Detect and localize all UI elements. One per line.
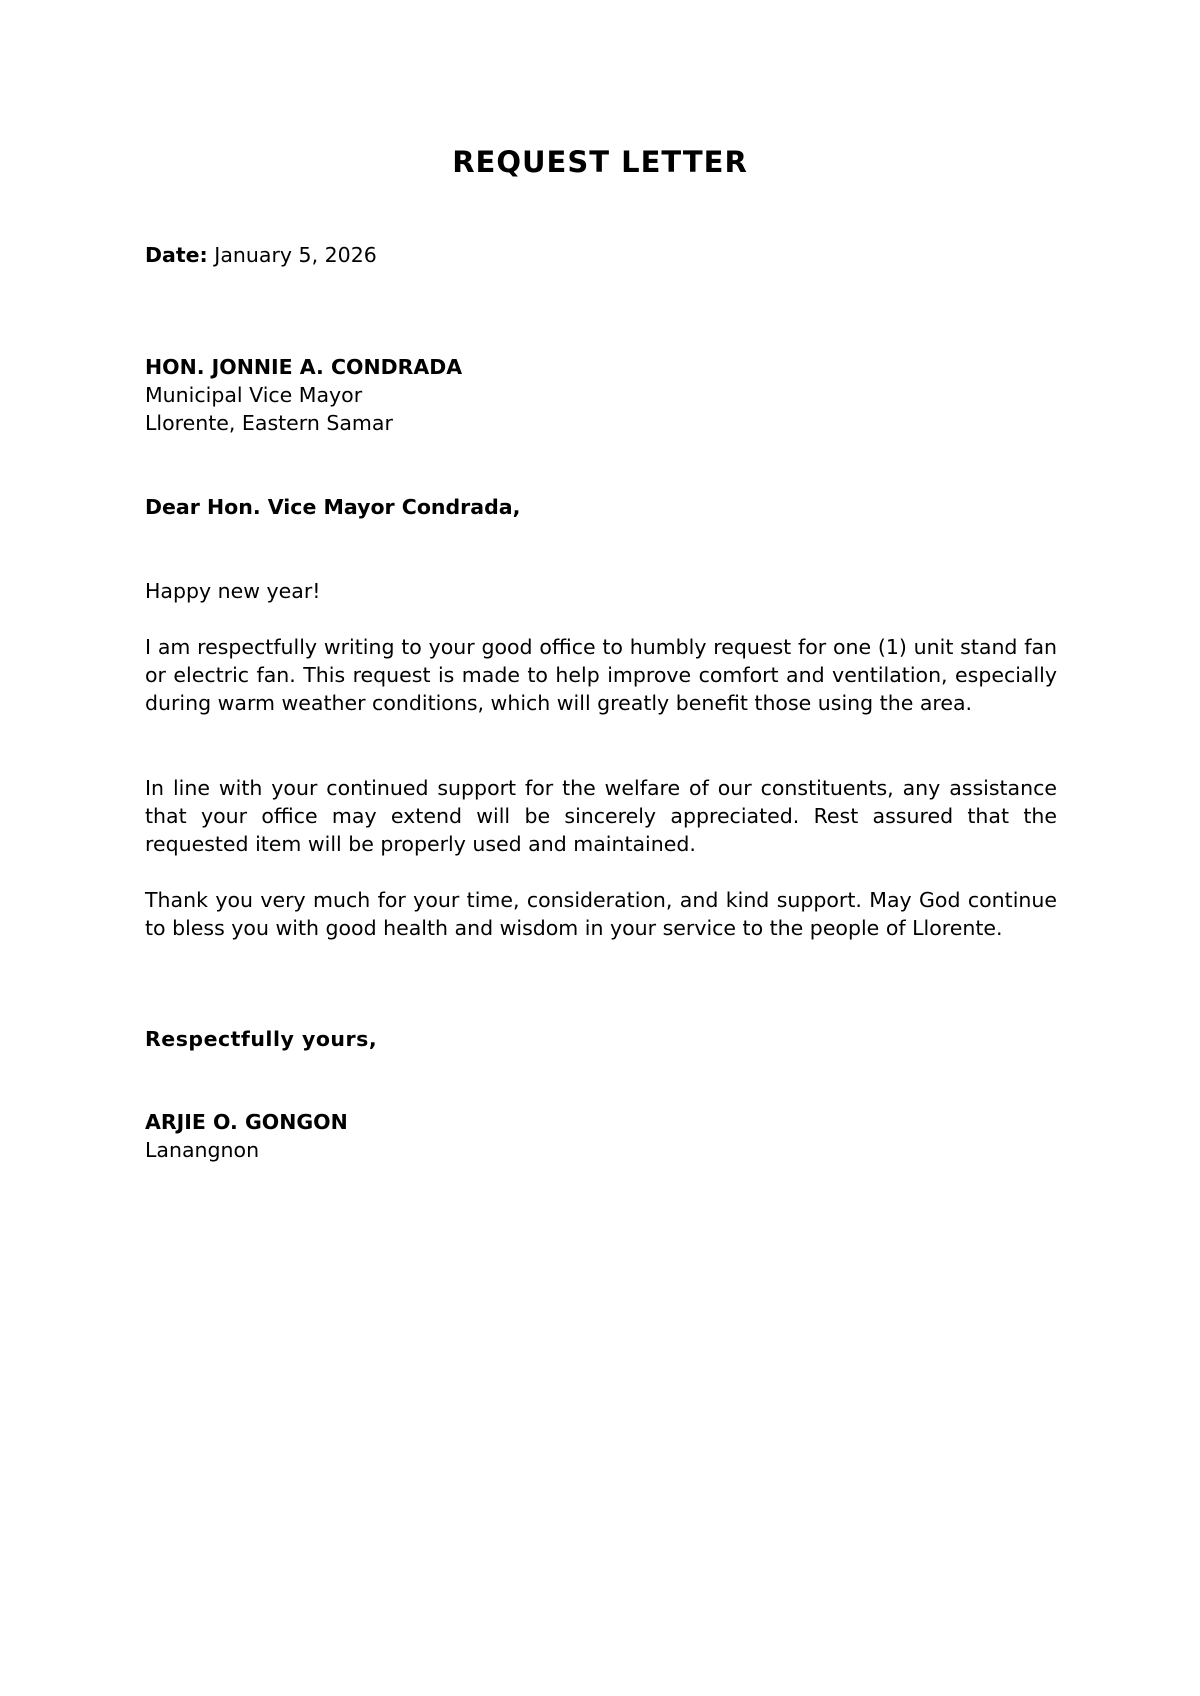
body-paragraph-request: I am respectfully writing to your good office to humbly request for one (1) unit stand fan or electric fan. This request is made to help improve comfort and ventilation, especially during warm weather conditions, which will greatly benefit those using the area. <box>145 635 1057 715</box>
date-label: Date: <box>145 243 208 267</box>
body-paragraph-thanks: Thank you very much for your time, consideration, and kind support. May God continue to bless you with good health and wisdom in your service to the people of Llorente. <box>145 888 1057 940</box>
recipient-address: Llorente, Eastern Samar <box>145 411 393 435</box>
salutation: Dear Hon. Vice Mayor Condrada, <box>145 495 521 519</box>
recipient-block <box>145 353 1057 437</box>
signature-block <box>145 1108 1057 1164</box>
greeting: Happy new year! <box>145 579 321 603</box>
signer-title: Lanangnon <box>145 1138 260 1162</box>
body-paragraph-support: In line with your continued support for the welfare of our constituents, any assistance that your office may extend will be sincerely appreciated. Rest assured that the requested item will be properly used and maintained. <box>145 776 1057 856</box>
recipient-position: Municipal Vice Mayor <box>145 383 363 407</box>
letter-title: REQUEST LETTER <box>452 145 748 179</box>
signer-name: ARJIE O. GONGON <box>145 1110 348 1134</box>
closing: Respectfully yours, <box>145 1027 378 1051</box>
date-value: January 5, 2026 <box>214 243 377 267</box>
date-line <box>145 241 1057 269</box>
recipient-name: HON. JONNIE A. CONDRADA <box>145 355 463 379</box>
